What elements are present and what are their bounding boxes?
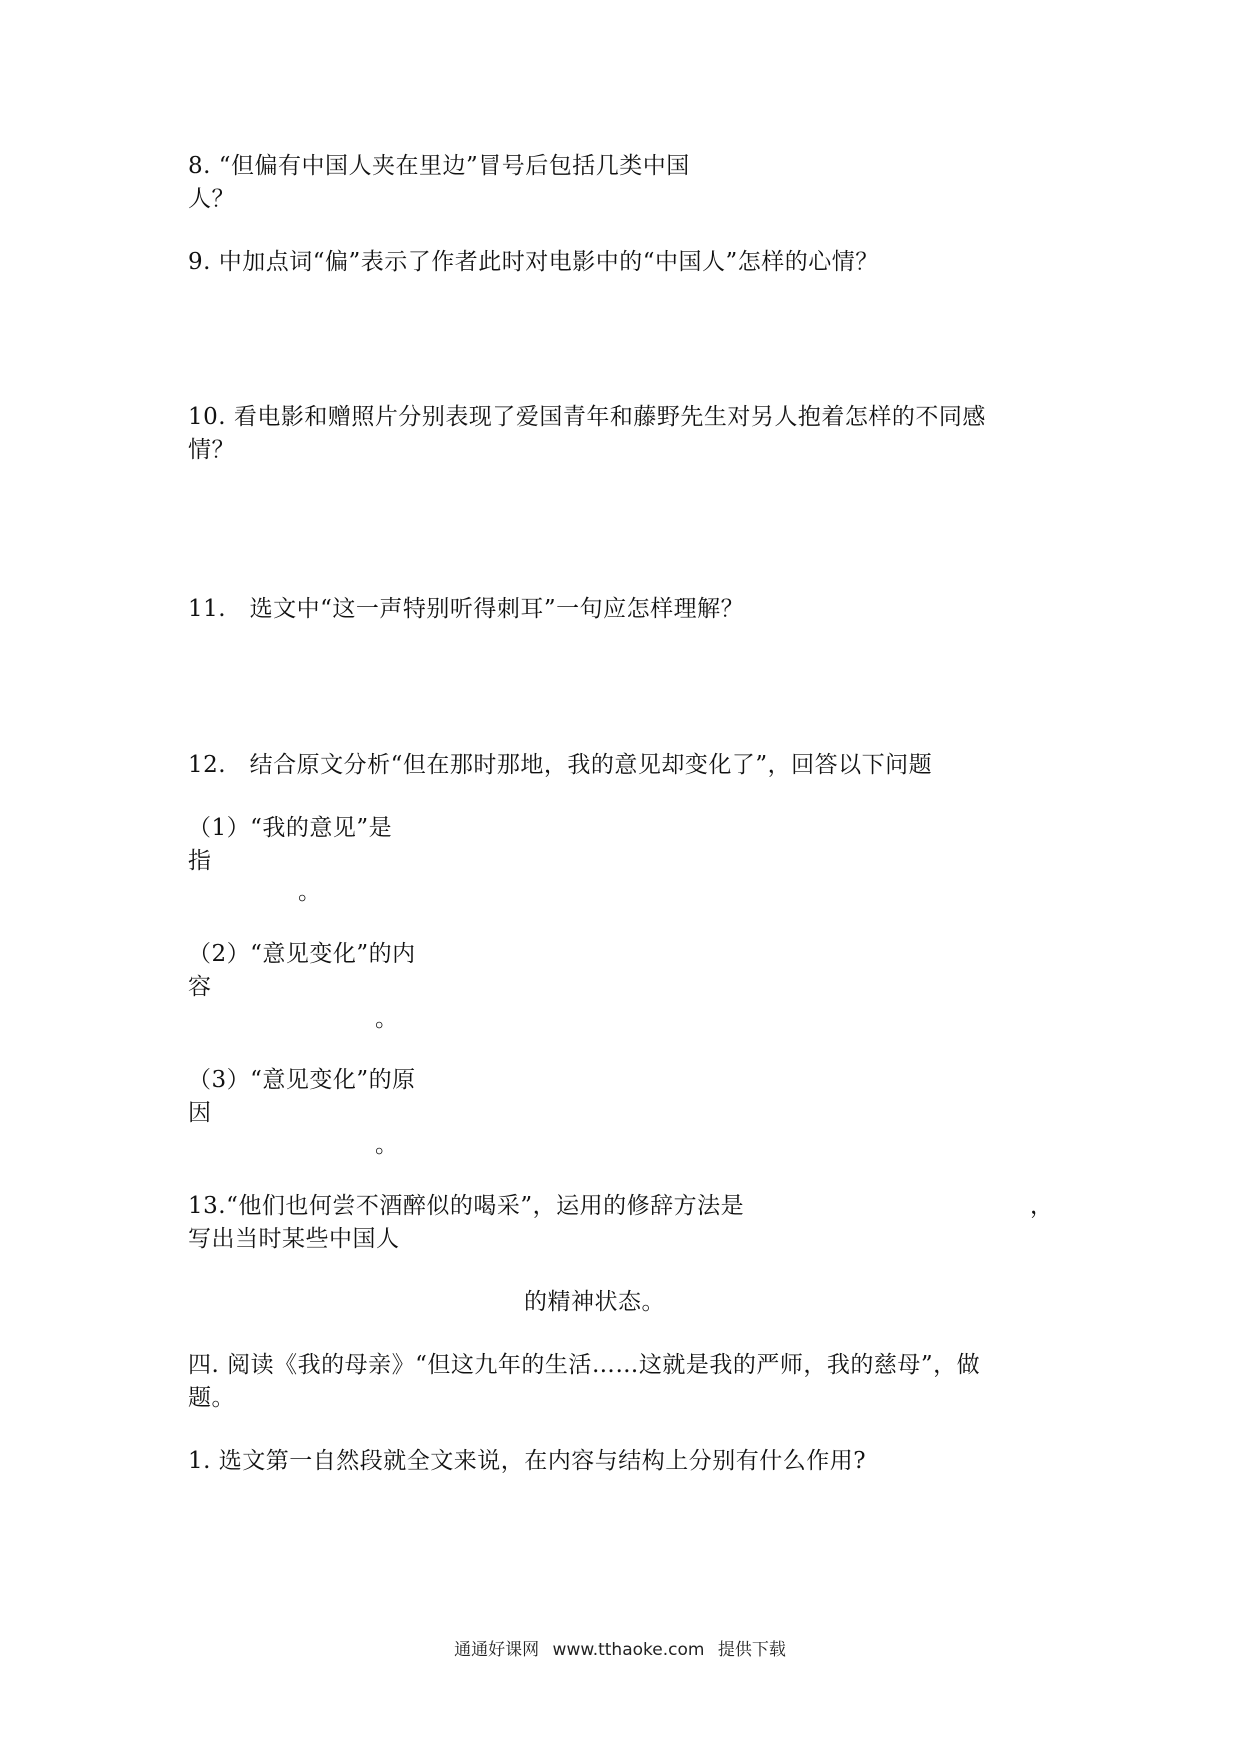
footer-url[interactable]: www.tthaoke.com (552, 1640, 705, 1660)
footer-suffix: 提供下载 (717, 1640, 786, 1660)
question-12-sub-3-line-2: 因 (188, 1100, 212, 1126)
section-4-heading-line-1: 四. 阅读《我的母亲》“但这九年的生活……这就是我的严师，我的慈母”，做 (188, 1352, 981, 1378)
question-9: 9. 中加点词“偏”表示了作者此时对电影中的“中国人”怎样的心情？ (188, 249, 879, 275)
question-10-line-2: 情？ (188, 437, 235, 463)
question-10-line-1: 10. 看电影和赠照片分别表现了爱国青年和藤野先生对另人抱着怎样的不同感 (188, 404, 986, 430)
question-8-line-1: 8. “但偏有中国人夹在里边”冒号后包括几类中国 (188, 153, 690, 179)
question-12-sub-1-line-2: 指 (188, 848, 212, 874)
question-13-comma: ， (1030, 1193, 1054, 1219)
question-13-line-2: 写出当时某些中国人 (188, 1226, 400, 1252)
page-footer (0, 1635, 1240, 1660)
section-4-heading-line-2: 题。 (188, 1385, 235, 1411)
question-12-sub-3-end: 。 (375, 1132, 399, 1158)
question-12: 12. 结合原文分析“但在那时那地，我的意见却变化了”，回答以下问题 (188, 752, 933, 778)
question-8-line-2: 人？ (188, 186, 235, 212)
question-13-line-3: 的精神状态。 (524, 1289, 665, 1315)
question-13-line-1: 13.“他们也何尝不酒醉似的喝采”，运用的修辞方法是 (188, 1193, 745, 1219)
question-12-sub-2-end: 。 (375, 1006, 399, 1032)
question-12-sub-1-line-1: （1）“我的意见”是 (188, 815, 393, 841)
question-12-sub-2-line-1: （2）“意见变化”的内 (188, 941, 416, 967)
footer-site-name: 通通好课网 (454, 1640, 540, 1660)
question-12-sub-2-line-2: 容 (188, 974, 212, 1000)
question-12-sub-3-line-1: （3）“意见变化”的原 (188, 1067, 416, 1093)
section-4-question-1: 1. 选文第一自然段就全文来说，在内容与结构上分别有什么作用? (188, 1448, 867, 1474)
question-12-sub-1-end: 。 (298, 879, 322, 905)
question-11: 11. 选文中“这一声特别听得刺耳”一句应怎样理解？ (188, 596, 745, 622)
